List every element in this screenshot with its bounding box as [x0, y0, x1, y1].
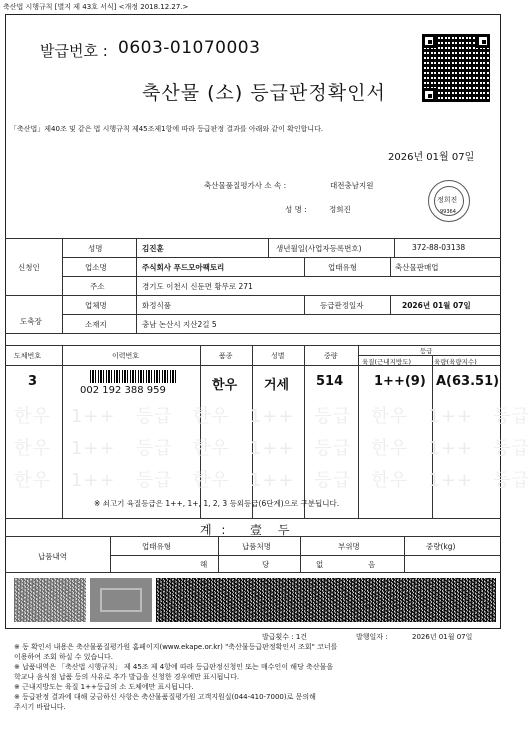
applicant-regno-label: 생년월일(사업자등록번호): [276, 244, 362, 253]
evaluator-name-label: 성 명 :: [285, 205, 307, 214]
delivery-section-label: 납품내역: [38, 552, 67, 561]
footer-issue-date-label: 발행일자 :: [356, 633, 388, 641]
trace-barcode-icon: [90, 370, 176, 383]
weight-value: 514: [316, 374, 344, 389]
page-title: 축산물 (소) 등급판정확인서: [142, 82, 386, 104]
applicant-name: 김진훈: [142, 244, 164, 253]
applicant-business-type: 축산물판매업: [395, 263, 439, 272]
delivery-row-cell-3: 없: [316, 560, 324, 569]
seal-name: 정희진: [437, 196, 458, 204]
footer-note-5: ※ 근내지방도는 육질 1++등급의 소 도체에만 표시됩니다.: [14, 683, 194, 691]
footer-note-3: ※ 납품내역은 「축산법 시행규칙」 제 45조 제 4항에 따라 등급판정신청인 또는 매수인이 해당 축산물을: [14, 663, 334, 671]
delivery-row-cell-4: 음: [368, 560, 376, 569]
breed-value: 한우: [212, 378, 238, 393]
yield-grade-value: A(63.51): [436, 374, 500, 389]
affiliation-label: 축산물품질평가사 소 속 :: [204, 181, 287, 190]
quality-grade-header: 육질(근내지방도): [362, 358, 412, 366]
footer-note-1: ※ 동 확인서 내용은 축산물품질평가원 홈페이지(www.ekape.or.kr) "축산물등급판정확인서 조회" 코너를: [14, 643, 338, 651]
footer-issue-date: 2026년 01월 07일: [412, 633, 473, 641]
breed-header: 품종: [219, 352, 233, 360]
applicant-address: 경기도 이천시 신둔면 황무로 271: [142, 282, 253, 291]
security-pattern-right: [156, 578, 496, 622]
slaughterhouse-location-label: 소재지: [85, 320, 107, 329]
carcass-no-header: 도체번호: [14, 352, 42, 360]
trace-no: 002 192 388 959: [80, 385, 166, 396]
delivery-row-cell-1: 해: [200, 560, 208, 569]
slaughterhouse-business-label: 업체명: [85, 301, 107, 310]
applicant-regno: 372-88-03138: [412, 243, 466, 252]
issue-count: 발급횟수 : 1건: [262, 633, 308, 641]
grade-note: ※ 쇠고기 육질등급은 1++, 1+, 1, 2, 3 등외등급(6단계)으로 구분됩니다.: [94, 499, 340, 508]
applicant-address-label: 주소: [90, 282, 105, 291]
applicant-business-type-label: 업태유형: [328, 263, 357, 272]
footer-note-4: 학교나 음식점 납품 등의 사유로 추가 발급을 신청한 경우에만 표시됩니다.: [14, 673, 240, 681]
applicant-name-label: 성명: [88, 244, 103, 253]
seal-number: 99364: [440, 209, 456, 215]
delivery-weight-header: 중량(kg): [426, 542, 456, 551]
sex-value: 거세: [264, 378, 290, 393]
footer-note-6: ※ 등급판정 결과에 대해 궁금하신 사항은 축산물품질평가원 고객지원실(044-410-7000)로 문의해: [14, 693, 316, 701]
delivery-place-header: 납품처명: [242, 542, 271, 551]
delivery-row-cell-2: 당: [262, 560, 270, 569]
quality-grade-value: 1++(9): [374, 374, 426, 389]
issue-number: 0603-01070003: [118, 38, 261, 58]
sex-header: 성별: [271, 352, 285, 360]
grading-date-label: 등급판정일자: [320, 301, 364, 310]
carcass-no: 3: [28, 374, 38, 389]
applicant-business: 주식회사 푸드모아팩토리: [142, 263, 225, 272]
grading-date: 2026년 01월 07일: [402, 301, 471, 310]
issue-date: 2026년 01월 07일: [388, 152, 475, 163]
security-pattern-left: [14, 578, 86, 622]
affiliation-value: 대전충남지원: [330, 181, 374, 190]
evaluator-name: 정희진: [329, 205, 351, 214]
slaughterhouse-location: 충남 논산시 지산2길 5: [142, 320, 217, 329]
applicant-business-label: 업소명: [85, 263, 107, 272]
total-label: 계 :: [200, 523, 229, 537]
form-header: 축산법 시행규칙 [별지 제 43호 서식] <개정 2018.12.27.>: [3, 3, 189, 11]
applicant-section-label: 신청인: [18, 263, 40, 272]
weight-header: 중량: [324, 352, 338, 360]
issue-number-label: 발급번호 :: [40, 42, 108, 60]
yield-grade-header: 육량(육량지수): [434, 358, 477, 366]
footer-note-2: 이용하여 조회 하실 수 있습니다.: [14, 653, 114, 661]
trace-no-header: 이력번호: [112, 352, 140, 360]
delivery-part-header: 부위명: [338, 542, 360, 551]
official-seal-icon: [428, 180, 470, 222]
legal-basis-text: 「축산법」제40조 및 같은 법 시행규칙 제45조제1항에 따라 등급판정 결과를 아래와 같이 확인합니다.: [10, 125, 324, 133]
total-value: 壹 두: [250, 523, 296, 537]
delivery-type-header: 업태유형: [142, 542, 171, 551]
slaughterhouse-section-label: 도축장: [20, 317, 42, 326]
grade-header: 등급: [420, 347, 433, 355]
security-hologram-icon: [90, 578, 152, 622]
footer-note-7: 주시기 바랍니다.: [14, 703, 66, 711]
slaughterhouse-business: 화정식품: [142, 301, 171, 310]
